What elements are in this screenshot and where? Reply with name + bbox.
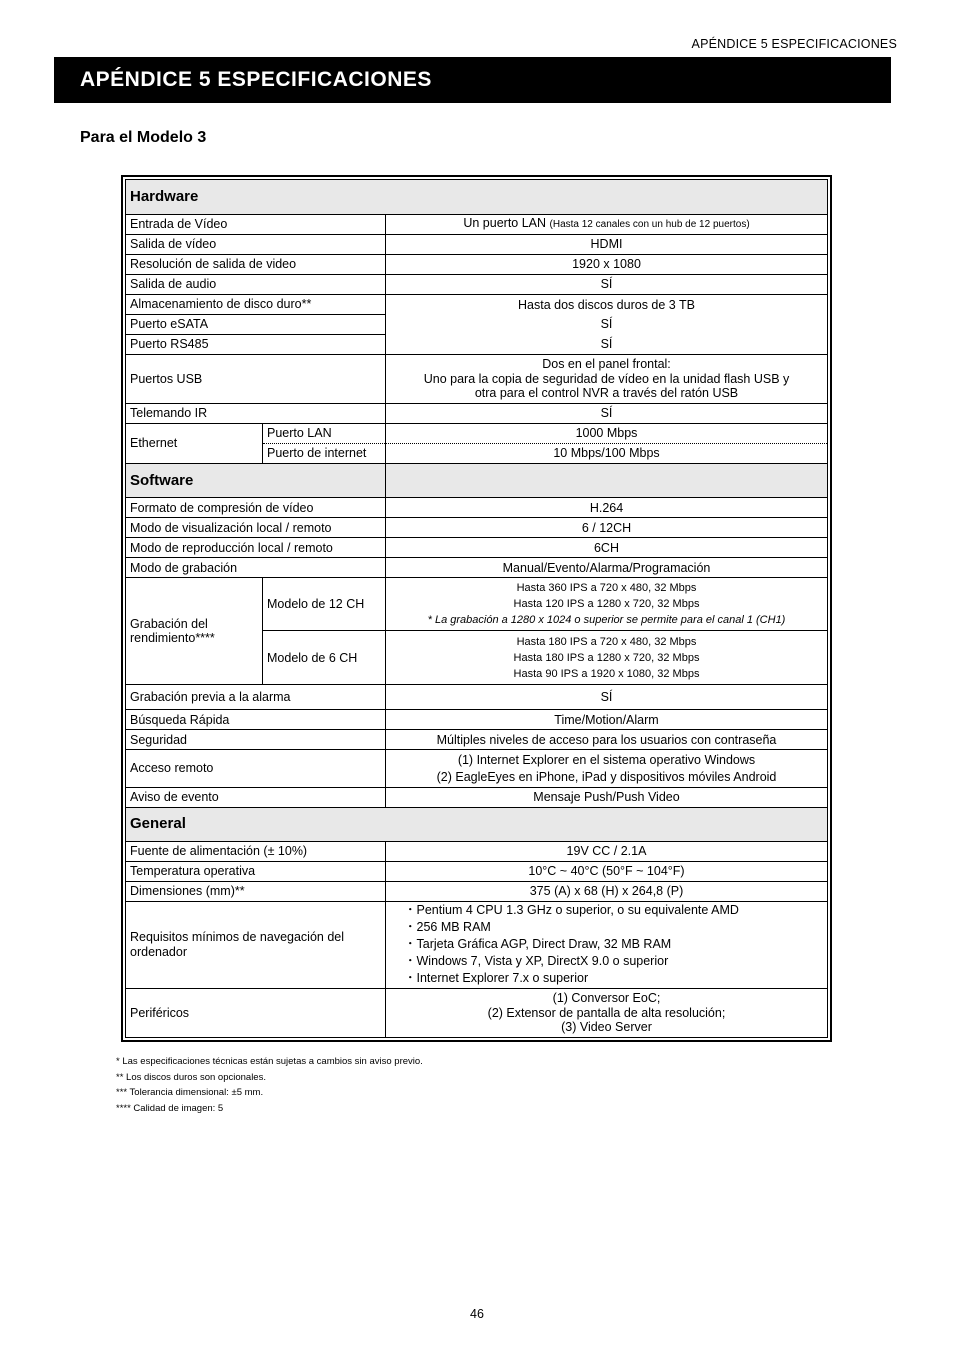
list-item: ・Tarjeta Gráfica AGP, Direct Draw, 32 MB RAM <box>404 937 672 952</box>
table-row: Modo de visualización local / remoto 6 / 12CH <box>126 518 828 538</box>
table-row: Salida de vídeo HDMI <box>126 235 828 255</box>
table-row: Fuente de alimentación (± 10%) 19V CC / 2.1A <box>126 841 828 861</box>
table-row: Temperatura operativa 10°C ~ 40°C (50°F ~ 104°F) <box>126 861 828 881</box>
spec-table <box>121 175 832 1042</box>
table-row: Grabación del rendimiento**** Modelo de 12 CH Hasta 360 IPS a 720 x 480, 32 Mbps Hasta 120 IPS a 1280 x 720, 32 Mbps * La grabación a 1280 x 1024 o superior se permite para el canal 1 (CH1) <box>126 578 828 631</box>
model-subtitle: Para el Modelo 3 <box>80 129 207 146</box>
table-row: Seguridad Múltiples niveles de acceso para los usuarios con contraseña <box>126 730 828 750</box>
table-row: Requisitos mínimos de navegación del ordenador ・Pentium 4 CPU 1.3 GHz o superior, o su equivalente AMD ・256 MB RAM ・Tarjeta Gráfica AGP, Direct Draw, 32 MB RAM ・Windows 7, Vista y XP, DirectX 9.0 o superior ・Internet Explorer 7.x o superior <box>126 901 828 988</box>
section-general: General <box>126 807 828 841</box>
footnote: ** Los discos duros son opcionales. <box>116 1071 266 1083</box>
section-software: Software <box>126 464 828 498</box>
table-row: Resolución de salida de video 1920 x 1080 <box>126 255 828 275</box>
footnote: * Las especificaciones técnicas están sujetas a cambios sin aviso previo. <box>116 1056 423 1067</box>
table-row: Búsqueda Rápida Time/Motion/Alarm <box>126 710 828 730</box>
table-row: Periféricos (1) Conversor EoC; (2) Extensor de pantalla de alta resolución; (3) Video Server <box>126 988 828 1037</box>
table-row: Almacenamiento de disco duro** Hasta dos discos duros de 3 TB <box>126 295 828 315</box>
table-row: Salida de audio SÍ <box>126 275 828 295</box>
running-header: APÉNDICE 5 ESPECIFICACIONES <box>691 37 897 51</box>
table-row: Telemando IR SÍ <box>126 404 828 424</box>
table-row: Puertos USB Dos en el panel frontal: Uno para la copia de seguridad de vídeo en la unidad flash USB y otra para el control NVR a través del ratón USB <box>126 355 828 404</box>
list-item: ・256 MB RAM <box>404 920 491 935</box>
footnote: **** Calidad de imagen: 5 <box>116 1103 224 1115</box>
table-row: Acceso remoto (1) Internet Explorer en el sistema operativo Windows (2) EagleEyes en iPhone, iPad y dispositivos móviles Android <box>126 750 828 787</box>
list-item: ・Windows 7, Vista y XP, DirectX 9.0 o superior <box>404 954 669 969</box>
table-row: Ethernet Puerto LAN 1000 Mbps <box>126 424 828 444</box>
table-row: Formato de compresión de vídeo H.264 <box>126 498 828 518</box>
table-row: Modo de reproducción local / remoto 6CH <box>126 538 828 558</box>
table-row: Modelo de 6 CH Hasta 180 IPS a 720 x 480, 32 Mbps Hasta 180 IPS a 1280 x 720, 32 Mbps Hasta 90 IPS a 1920 x 1080, 32 Mbps <box>126 631 828 685</box>
appendix-title-banner: APÉNDICE 5 ESPECIFICACIONES <box>54 57 891 103</box>
table-row: Grabación previa a la alarma SÍ <box>126 685 828 710</box>
page-number: 46 <box>470 1307 484 1321</box>
table-row: Modo de grabación Manual/Evento/Alarma/Programación <box>126 558 828 578</box>
table-row: Dimensiones (mm)** 375 (A) x 68 (H) x 264,8 (P) <box>126 881 828 901</box>
section-hardware: Hardware <box>126 180 828 215</box>
list-item: ・Internet Explorer 7.x o superior <box>404 971 589 986</box>
table-row: Puerto RS485 SÍ <box>126 335 828 355</box>
list-item: ・Pentium 4 CPU 1.3 GHz o superior, o su equivalente AMD <box>404 903 739 918</box>
footnote: *** Tolerancia dimensional: ±5 mm. <box>116 1087 264 1099</box>
table-row: Puerto eSATA SÍ <box>126 315 828 335</box>
table-row: Entrada de Vídeo Un puerto LAN (Hasta 12 canales con un hub de 12 puertos) <box>126 215 828 235</box>
footnotes <box>116 1054 423 1117</box>
table-row: Puerto de internet 10 Mbps/100 Mbps <box>126 444 828 464</box>
table-row: Aviso de evento Mensaje Push/Push Video <box>126 787 828 807</box>
